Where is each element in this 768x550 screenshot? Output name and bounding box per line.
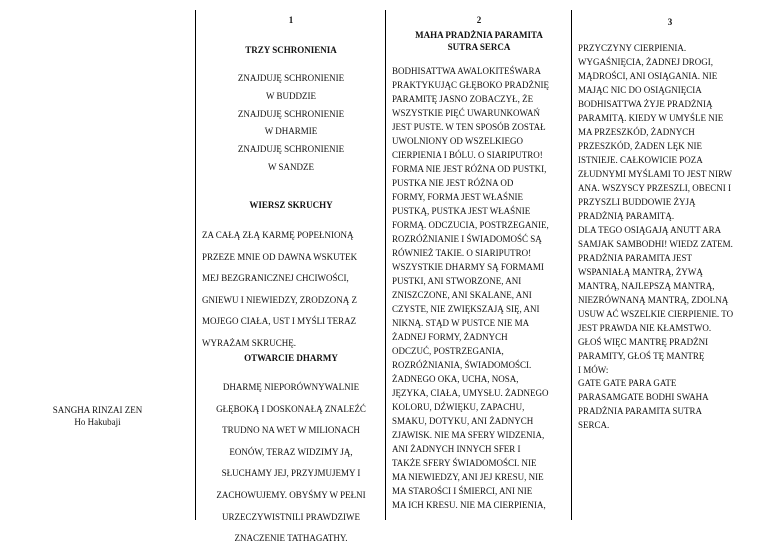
refuges-line: ZNAJDUJĘ SCHRONIENIE [237,108,345,119]
gate-mantra [578,376,764,432]
sutra-line: PRZYCZYNY CIERPIENIA. [578,43,687,53]
sutra-line: MĄDROŚCI, ANI OSIĄGANIA. NIE [578,71,718,81]
sutra-line: JĘZYKA, CIAŁA, UMYSŁU. ŻADNEGO [392,388,549,398]
mantra-line: SERCA. [578,420,610,430]
repentance-line: GNIEWU I NIEWIEDZY, ZRODZONĄ Z [202,294,358,305]
sutra-line: PUSTKI, ANI STWORZONE, ANI [392,276,522,286]
sutra-line: BODHISATTWA ŻYJE PRADŻNIĄ [578,99,713,109]
sutra-line: ROZRÓŻNIANIA, ŚWIADOMOŚCI. [392,360,532,370]
sutra-line: PUSTKĄ, PUSTKA JEST WŁAŚNIE [392,206,531,216]
sutra-line: ISTNIEJE. CAŁKOWICIE POZA [578,155,703,165]
mantra-line: PARASAMGATE BODHI SWAHA [578,392,709,402]
sutra-line: ŻADNEJ FORMY, ŻADNYCH [392,332,508,342]
dharma-line: EONÓW, TERAZ WIDZIMY JĄ, [229,446,353,457]
dharma-line: GŁĘBOKĄ I DOSKONAŁĄ ZNALEŹĆ [216,403,366,414]
sutra-line: ANI ŻADNYCH INNYCH SFER I [392,444,521,454]
sutra-line: WYGAŚNIĘCIA, ŻADNEJ DROGI, [578,57,713,67]
refuges-line: W SANDZE [267,161,315,172]
refuges-line: W DHARMIE [264,126,318,137]
sutra-line: ANA. WSZYSCY PRZESZLI, OBECNI I [578,183,732,193]
column-number-1: 1 [288,15,294,25]
column-1 [196,0,386,543]
column-number-2: 2 [476,15,482,25]
sutra-line: GŁOŚ WIĘC MANTRĘ PRADŻNI [578,337,709,347]
sutra-text-part-2 [578,41,764,377]
sutra-line: KOLORU, DŹWIĘKU, ZAPACHU, [392,402,525,412]
refuges-line: W BUDDZIE [265,90,317,101]
sutra-line: USUW AĆ WSZELKIE CIERPIENIE. TO [578,309,734,319]
sutra-line: WSZYSTKIE DHARMY SĄ FORMAMI [392,262,544,272]
sutra-text-part-1 [392,64,570,512]
sutra-line: PRADŻNIA PARAMITA JEST [578,253,692,263]
column-3 [572,0,768,543]
sutra-line: PARAMITY, GŁOŚ TĘ MANTRĘ [578,351,705,361]
dharma-line: TRUDNO NA WET W MILIONACH [222,425,360,436]
sutra-line: CIERPIENIA I BÓLU. O SIARIPUTRO! [392,150,543,160]
sutra-line: I MÓW: [578,365,609,375]
dharma-line: DHARMĘ NIEPORÓWNYWALNIE [222,382,360,392]
dharma-line: SŁUCHAMY JEJ, PRZYJMUJEMY I [221,468,361,479]
sutra-line: PARAMITĄ. KIEDY W UMYŚLE NIE [578,113,724,123]
sutra-line: PRAKTYKUJĄC GŁĘBOKO PRADŻNIĘ [392,80,550,90]
sutra-title-line: MAHA PRADŻNIA PARAMITA [415,30,543,40]
sutra-line: ZJAWISK. NIE MA SFERY WIDZENIA, [392,430,545,440]
sutra-line: PARAMITĘ JASNO ZOBACZYŁ, ŻE [392,94,534,104]
sutra-line: ZŁUDNYMI MYŚLAMI TO JEST NIRW [578,169,733,179]
sutra-line: JEST PRAWDA NIE KŁAMSTWO. [578,323,712,333]
refuges-line: ZNAJDUJĘ SCHRONIENIE [237,144,345,155]
sutra-line: TAKŻE SFERY ŚWIADOMOŚCI. NIE [392,458,537,468]
sutra-line: SMAKU, DOTYKU, ANI ŻADNYCH [392,416,534,426]
dharma-line: URZECZYWISTNILI PRAWDZIWE [221,511,360,522]
dharma-text [196,377,386,550]
refuges-text [196,70,386,177]
sutra-line: DLA TEGO OSIĄGAJĄ ANUTT ARA [578,225,722,235]
sutra-line: MAJĄC NIC DO OSIĄGNIĘCIA [578,85,702,95]
repentance-line: ZA CAŁĄ ZŁĄ KARMĘ POPEŁNIONĄ [202,230,354,240]
sutra-line: NIKNĄ. STĄD W PUSTCE NIE MA [392,318,530,328]
repentance-line: MOJEGO CIAŁA, UST I MYŚLI TERAZ [202,316,357,326]
sutra-line: CZYSTE, NIE ZWIĘKSZAJĄ SIĘ, ANI [392,304,540,314]
mantra-line: PRADŻNIA PARAMITA SUTRA [578,406,702,416]
repentance-title: WIERSZ SKRUCHY [249,200,333,210]
sutra-line: MA NIEWIEDZY, ANI JEJ KRESU, NIE [392,472,544,482]
dharma-title: OTWARCIE DHARMY [244,353,338,363]
repentance-line: WYRAŻAM SKRUCHĘ. [202,337,297,348]
dharma-line: ZACHOWUJEMY. OBYŚMY W PEŁNI [216,489,366,500]
sutra-line: MANTRĄ, NAJLEPSZĄ MANTRĄ, [578,281,715,291]
sutra-line: UWOLNIONY OD WSZELKIEGO [392,136,523,146]
sutra-title-line: SUTRA SERCA [447,42,511,52]
cover-column [0,0,195,543]
sutra-line: MA ICH KRESU. NIE MA CIERPIENIA, [392,500,546,510]
sutra-line: PRADŻNIĄ PARAMITĄ. [578,211,675,221]
sangha-place: Ho Hakubaji [74,417,121,427]
sutra-line: JEST PUSTE. W TEN SPOSÓB ZOSTAŁ [392,122,546,132]
sangha-caption [0,404,195,428]
sutra-line: ZNISZCZONE, ANI SKALANE, ANI [392,290,532,300]
sangha-name: SANGHA RINZAI ZEN [52,405,143,415]
sutra-line: PRZESZKÓD, ŻADEN LĘK NIE [578,141,702,151]
sutra-line: ODCZUĆ, POSTRZEGANIA, [392,346,504,356]
repentance-text [202,225,382,354]
sutra-title [387,29,571,53]
sutra-line: MA PRZESZKÓD, ŻADNYCH [578,127,695,137]
sutra-line: SAMJAK SAMBODHI! WIEDZ ZATEM. [578,239,733,249]
sutra-line: ROZRÓŻNIANIE I ŚWIADOMOŚĆ SĄ [392,234,542,244]
refuges-title: TRZY SCHRONIENIA [245,45,337,55]
sutra-line: MA STAROŚCI I ŚMIERCI, ANI NIE [392,486,533,496]
mantra-line: GATE GATE PARA GATE [578,378,677,388]
refuges-line: ZNAJDUJĘ SCHRONIENIE [237,73,345,83]
sutra-line: FORMA NIE JEST RÓŻNA OD PUSTKI, [392,164,547,174]
repentance-line: MEJ BEZGRANICZNEJ CHCIWOŚCI, [202,273,349,283]
column-number-3: 3 [667,17,673,27]
dharma-line: ZNACZENIE TATHAGATHY. [234,533,348,544]
sutra-line: RÓWNIEŻ TAKIE. O SIARIPUTRO! [392,248,532,258]
repentance-line: PRZEZE MNIE OD DAWNA WSKUTEK [202,251,358,262]
sutra-line: BODHISATTWA AWALOKITEŚWARA [392,66,542,76]
sutra-line: FORMĄ. ODCZUCIA, POSTRZEGANIE, [392,220,549,230]
column-2 [387,0,571,543]
sutra-line: FORMY, FORMA JEST WŁAŚNIE [392,192,524,202]
sutra-line: WSPANIAŁĄ MANTRĄ, ŻYWĄ [578,267,703,277]
sutra-line: WSZYSTKIE PIĘĆ UWARUNKOWAŃ [392,108,540,118]
sutra-line: PRZYSZLI BUDDOWIE ŻYJĄ [578,197,696,207]
sutra-line: NIEZRÓWNANĄ MANTRĄ, ZDOLNĄ [578,295,729,305]
sutra-line: PUSTKA NIE JEST RÓŻNA OD [392,178,514,188]
sutra-line: ŻADNEGO OKA, UCHA, NOSA, [392,374,519,384]
